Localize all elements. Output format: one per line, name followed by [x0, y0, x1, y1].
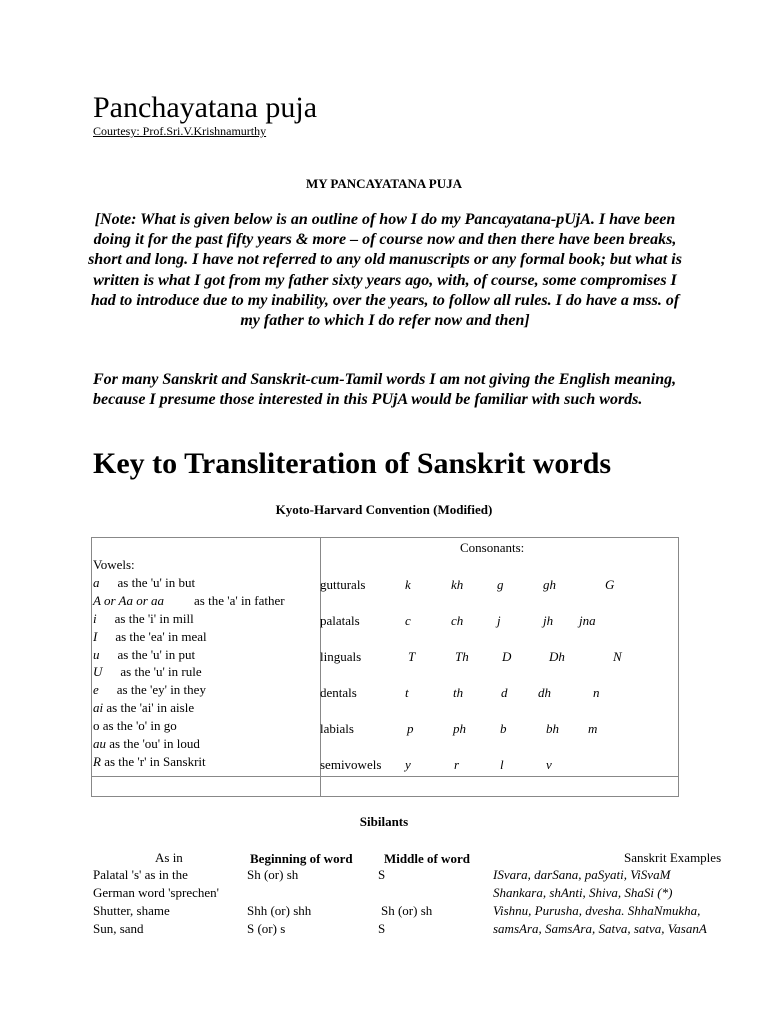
vowel-row: au as the 'ou' in loud [93, 736, 200, 752]
consonant-letter: t [405, 685, 409, 700]
consonant-letter: n [593, 685, 600, 700]
vowel-row: e as the 'ey' in they [93, 682, 206, 698]
vowel-row: o as the 'o' in go [93, 718, 177, 734]
sibilant-beginning: Sh (or) sh [247, 867, 299, 882]
sibilant-examples: Shankara, shAnti, Shiva, ShaSi (*) [493, 885, 673, 900]
consonant-letter: gh [543, 577, 556, 592]
consonant-letter: th [453, 685, 464, 700]
consonant-letter: T [408, 649, 416, 664]
sibilant-middle: S [378, 921, 386, 936]
sibilant-beginning: Shh (or) shh [247, 903, 312, 918]
consonant-row [320, 757, 676, 775]
sibilant-as-in: German word 'sprechen' [93, 885, 219, 900]
vowels-title: Vowels: [93, 557, 135, 572]
page-title: Panchayatana puja [93, 91, 318, 124]
consonant-letter: D [502, 649, 512, 664]
note-paragraph: [Note: What is given below is an outline of how I do my Pancayatana-pUjA. I have been doing it for the past fifty years & more – of course now and then there have been breaks, short and long. I have not referred to any old manuscripts or any formal book; but what is written is what I got from my father sixty years ago, with, of course, some compromises I had to introduce due to my inability, over the years, to follow all rules. I do have a mss. of my father to which I do refer now and then] [88, 211, 682, 330]
consonant-row [320, 685, 676, 703]
consonant-letter: m [588, 721, 598, 736]
vowel-row: R as the 'r' in Sanskrit [93, 753, 206, 769]
consonant-label: semivowels [320, 757, 382, 772]
sibilant-examples: samsAra, SamsAra, Satva, satva, VasanA [493, 921, 707, 936]
sibilant-as-in: Shutter, shame [93, 903, 170, 918]
consonant-row [320, 649, 676, 667]
sibilant-middle: S [378, 867, 386, 882]
consonant-label: dentals [320, 685, 357, 700]
sibilants-header-beginning: Beginning of word [250, 851, 353, 866]
vowels-list [93, 556, 285, 771]
sibilant-examples: ISvara, darSana, paSyati, ViSvaM [493, 867, 671, 882]
consonant-letter: l [500, 757, 504, 772]
sibilant-beginning: S (or) s [247, 921, 286, 936]
consonant-label: labials [320, 721, 354, 736]
transliteration-heading: Key to Transliteration of Sanskrit words [93, 447, 612, 480]
intro-paragraph: For many Sanskrit and Sanskrit-cum-Tamil words I am not giving the English meaning, because I presume those interested in this PUjA would be familiar with such words. [93, 371, 677, 408]
consonant-letter: r [454, 757, 460, 772]
section-title: MY PANCAYATANA PUJA [306, 176, 462, 191]
consonant-letter: v [546, 757, 552, 772]
sibilants-header-middle: Middle of word [384, 851, 470, 866]
sibilants-header-examples: Sanskrit Examples [624, 850, 722, 865]
sibilants-title: Sibilants [359, 814, 409, 829]
consonant-letter: Th [455, 649, 469, 664]
consonant-letter: Dh [549, 649, 565, 664]
vowel-row: A or Aa or aa as the 'a' in father [93, 592, 285, 608]
consonant-letter: d [501, 685, 508, 700]
sibilant-middle: Sh (or) sh [381, 903, 433, 918]
consonants-title: Consonants: [460, 540, 525, 555]
vowel-row: a as the 'u' in but [93, 574, 196, 590]
table-divider [92, 776, 678, 777]
vowel-row: u as the 'u' in put [93, 646, 196, 662]
consonant-label: linguals [320, 649, 362, 664]
vowel-row: I as the 'ea' in meal [93, 628, 207, 644]
courtesy-link[interactable]: Courtesy: Prof.Sri.V.Krishnamurthy [93, 124, 267, 138]
sibilant-as-in: Palatal 's' as in the [93, 867, 188, 882]
consonant-letter: jna [579, 613, 596, 628]
consonant-letter: ph [453, 721, 466, 736]
consonant-letter: c [405, 613, 411, 628]
consonant-label: palatals [320, 613, 360, 628]
consonant-row [320, 613, 676, 631]
convention-subtitle: Kyoto-Harvard Convention (Modified) [275, 502, 493, 517]
consonant-letter: dh [538, 685, 551, 700]
consonant-letter: bh [546, 721, 559, 736]
consonant-letter: b [500, 721, 507, 736]
consonant-letter: p [407, 721, 414, 736]
vowel-row: i as the 'i' in mill [93, 610, 194, 626]
consonant-letter: N [613, 649, 622, 664]
consonant-letter: g [497, 577, 504, 592]
sibilants-header-as-in: As in [155, 850, 183, 865]
consonant-letter: k [405, 577, 411, 592]
consonant-letter: G [605, 577, 615, 592]
consonant-letter: jh [543, 613, 554, 628]
consonant-letter: kh [451, 577, 464, 592]
sibilant-as-in: Sun, sand [93, 921, 144, 936]
consonant-letter: j [497, 613, 501, 628]
consonant-row [320, 577, 676, 595]
consonant-label: gutturals [320, 577, 366, 592]
consonant-letter: ch [451, 613, 464, 628]
sibilant-examples: Vishnu, Purusha, dvesha. ShhaNmukha, [493, 903, 701, 918]
consonant-row [320, 721, 676, 739]
vowel-row: ai as the 'ai' in aisle [93, 700, 195, 716]
consonant-letter: y [405, 757, 411, 772]
vowel-row: U as the 'u' in rule [93, 664, 202, 680]
